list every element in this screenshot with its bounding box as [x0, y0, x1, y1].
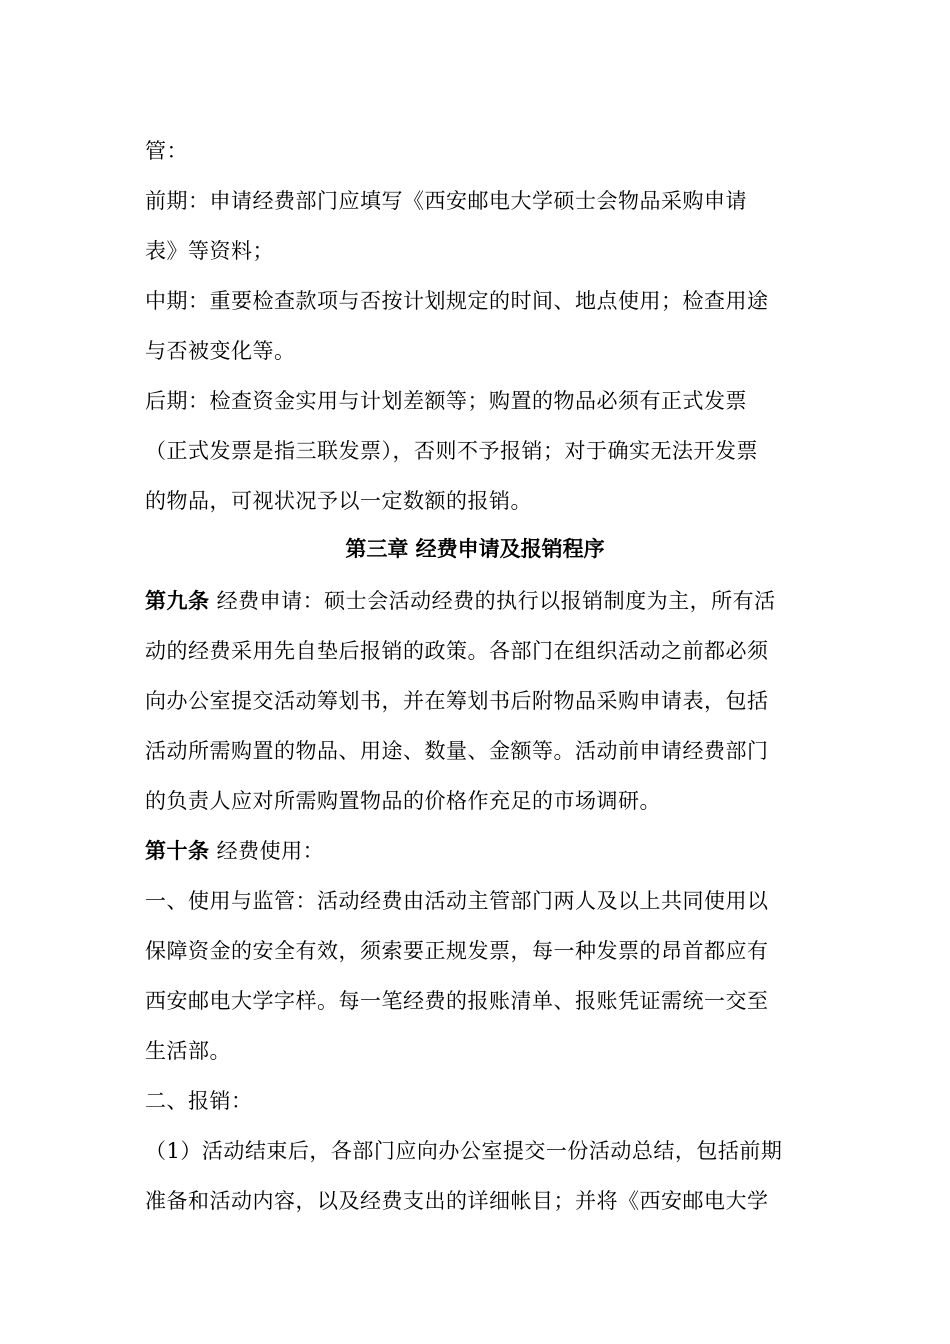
- text-line: 动的经费采用先自垫后报销的政策。各部门在组织活动之前都必须: [145, 639, 769, 663]
- text-line: （正式发票是指三联发票），否则不予报销；对于确实无法开发票: [145, 439, 758, 463]
- text-line: 准备和活动内容，以及经费支出的详细帐目；并将《西安邮电大学: [145, 1189, 769, 1213]
- article-10-label: 第十条: [145, 838, 210, 863]
- text-line: 与否被变化等。: [145, 339, 296, 363]
- article-10-text: 经费使用：: [209, 839, 325, 863]
- text-line: 保障资金的安全有效，须索要正规发票，每一种发票的昂首都应有: [145, 939, 769, 963]
- text-line: 的负责人应对所需购置物品的价格作充足的市场调研。: [145, 789, 661, 813]
- text-line: 表》等资料；: [145, 239, 274, 263]
- article-10-first-line: [145, 837, 815, 865]
- article-9-first-line: [145, 587, 815, 615]
- text-line: 二、报销：: [145, 1089, 253, 1113]
- text-line: 前期：申请经费部门应填写《西安邮电大学硕士会物品采购申请: [145, 189, 747, 213]
- text-line: 一、使用与监管：活动经费由活动主管部门两人及以上共同使用以: [145, 889, 769, 913]
- chapter-heading: 第三章 经费申请及报销程序: [345, 536, 605, 561]
- text-line: 管：: [145, 139, 188, 163]
- text-line: 生活部。: [145, 1039, 231, 1063]
- text-line: 中期：重要检查款项与否按计划规定的时间、地点使用；检查用途: [145, 289, 769, 313]
- text-line: 西安邮电大学字样。每一笔经费的报账清单、报账凭证需统一交至: [145, 989, 769, 1013]
- text-line: （1）活动结束后，各部门应向办公室提交一份活动总结，包括前期: [145, 1139, 783, 1163]
- text-line: 向办公室提交活动筹划书，并在筹划书后附物品采购申请表，包括: [145, 689, 769, 713]
- article-9-label: 第九条: [145, 588, 210, 613]
- article-9-text: 经费申请：硕士会活动经费的执行以报销制度为主，所有活: [209, 589, 776, 613]
- text-line: 的物品，可视状况予以一定数额的报销。: [145, 489, 532, 513]
- text-line: 活动所需购置的物品、用途、数量、金额等。活动前申请经费部门: [145, 739, 769, 763]
- text-line: 后期：检查资金实用与计划差额等；购置的物品必须有正式发票: [145, 389, 747, 413]
